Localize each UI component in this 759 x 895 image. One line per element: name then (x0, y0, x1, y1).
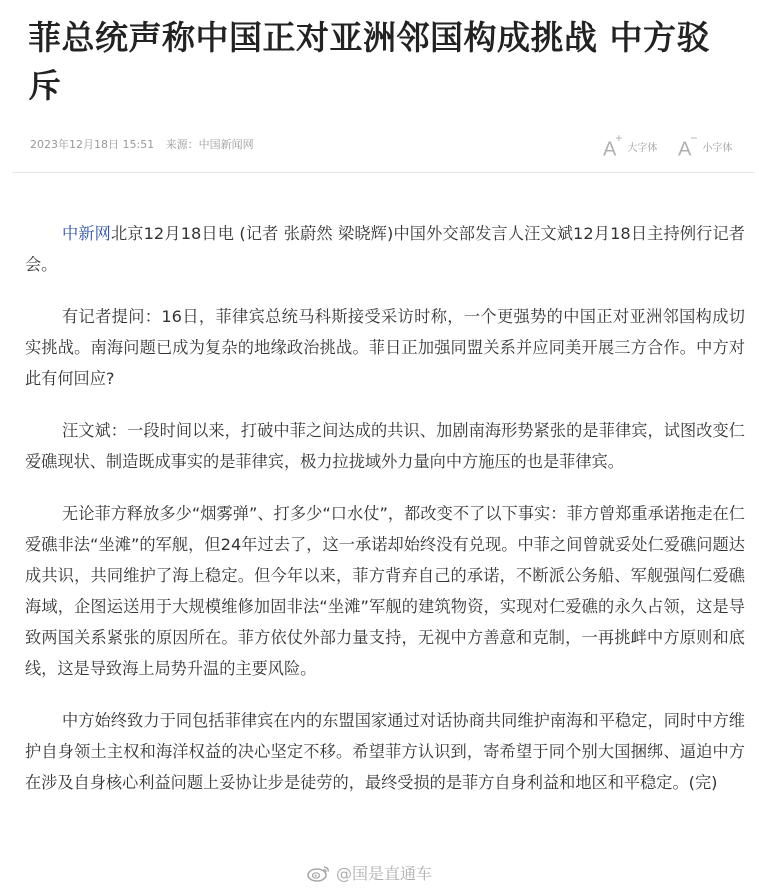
header-divider (12, 172, 754, 173)
source-link[interactable]: 中新网 (62, 224, 111, 243)
article-headline: 菲总统声称中国正对亚洲邻国构成挑战 中方驳斥 (28, 18, 710, 105)
article-meta (30, 131, 740, 161)
article-paragraph: 汪文斌：一段时间以来，打破中菲之间达成的共识、加剧南海形势紧张的是菲律宾，试图改变仁爱礁现状、制造既成事实的是菲律宾，极力拉拢域外力量向中方施压的也是菲律宾。 (25, 421, 745, 471)
article-paragraph: 无论菲方释放多少“烟雾弹”、打多少“口水仗”，都改变不了以下事实：菲方曾郑重承诺拖走在仁爱礁非法“坐滩”的军舰，但24年过去了，这一承诺却始终没有兑现。中菲之间曾就妥处仁爱礁问题达成共识，共同维护了海上稳定。但今年以来，菲方背弃自己的承诺，不断派公务船、军舰强闯仁爱礁海域，企图运送用于大规模维修加固非法“坐滩”军舰的建筑物资，实现对仁爱礁的永久占领，这是导致两国关系紧张的原因所在。菲方依仗外部力量支持，无视中方善意和克制，一再挑衅中方原则和底线，这是导致海上局势升温的主要风险。 (25, 504, 745, 678)
article-paragraph: 中方始终致力于同包括菲律宾在内的东盟国家通过对话协商共同维护南海和平稳定，同时中方维护自身领土主权和海洋权益的决心坚定不移。希望菲方认识到，寄希望于同个别大国捆绑、逼迫中方在涉及自身核心利益问题上妥协让步是徒劳的，最终受损的是菲方自身利益和地区和平稳定。(完) (25, 711, 745, 792)
weibo-watermark (307, 861, 432, 884)
font-size-small-button[interactable] (678, 131, 733, 161)
watermark-text: @国是直通车 (336, 864, 433, 883)
article-paragraph (25, 218, 745, 280)
font-small-glyph: A (678, 138, 692, 161)
font-large-glyph: A (603, 138, 617, 161)
article-body (25, 218, 745, 819)
font-large-label: 大字体 (627, 143, 658, 155)
font-small-mark: − (690, 131, 698, 145)
article-source: 来源：中国新闻网 (165, 138, 254, 151)
font-large-mark: + (615, 131, 623, 145)
font-small-label: 小字体 (702, 143, 733, 155)
weibo-icon (307, 864, 331, 882)
meta-info (30, 136, 262, 152)
publish-date: 2023年12月18日 15:51 (30, 138, 155, 151)
article-paragraph: 有记者提问：16日，菲律宾总统马科斯接受采访时称，一个更强势的中国正对亚洲邻国构成切实挑战。南海问题已成为复杂的地缘政治挑战。菲日正加强同盟关系并应同美开展三方合作。中方对此有何回应? (25, 307, 745, 388)
font-small-icon (678, 131, 698, 161)
dateline-text: 北京12月18日电 (记者 张蔚然 梁晓辉)中国外交部发言人汪文斌12月18日主持例行记者会。 (25, 224, 745, 274)
font-large-icon (603, 131, 623, 161)
font-size-large-button[interactable] (603, 131, 658, 161)
